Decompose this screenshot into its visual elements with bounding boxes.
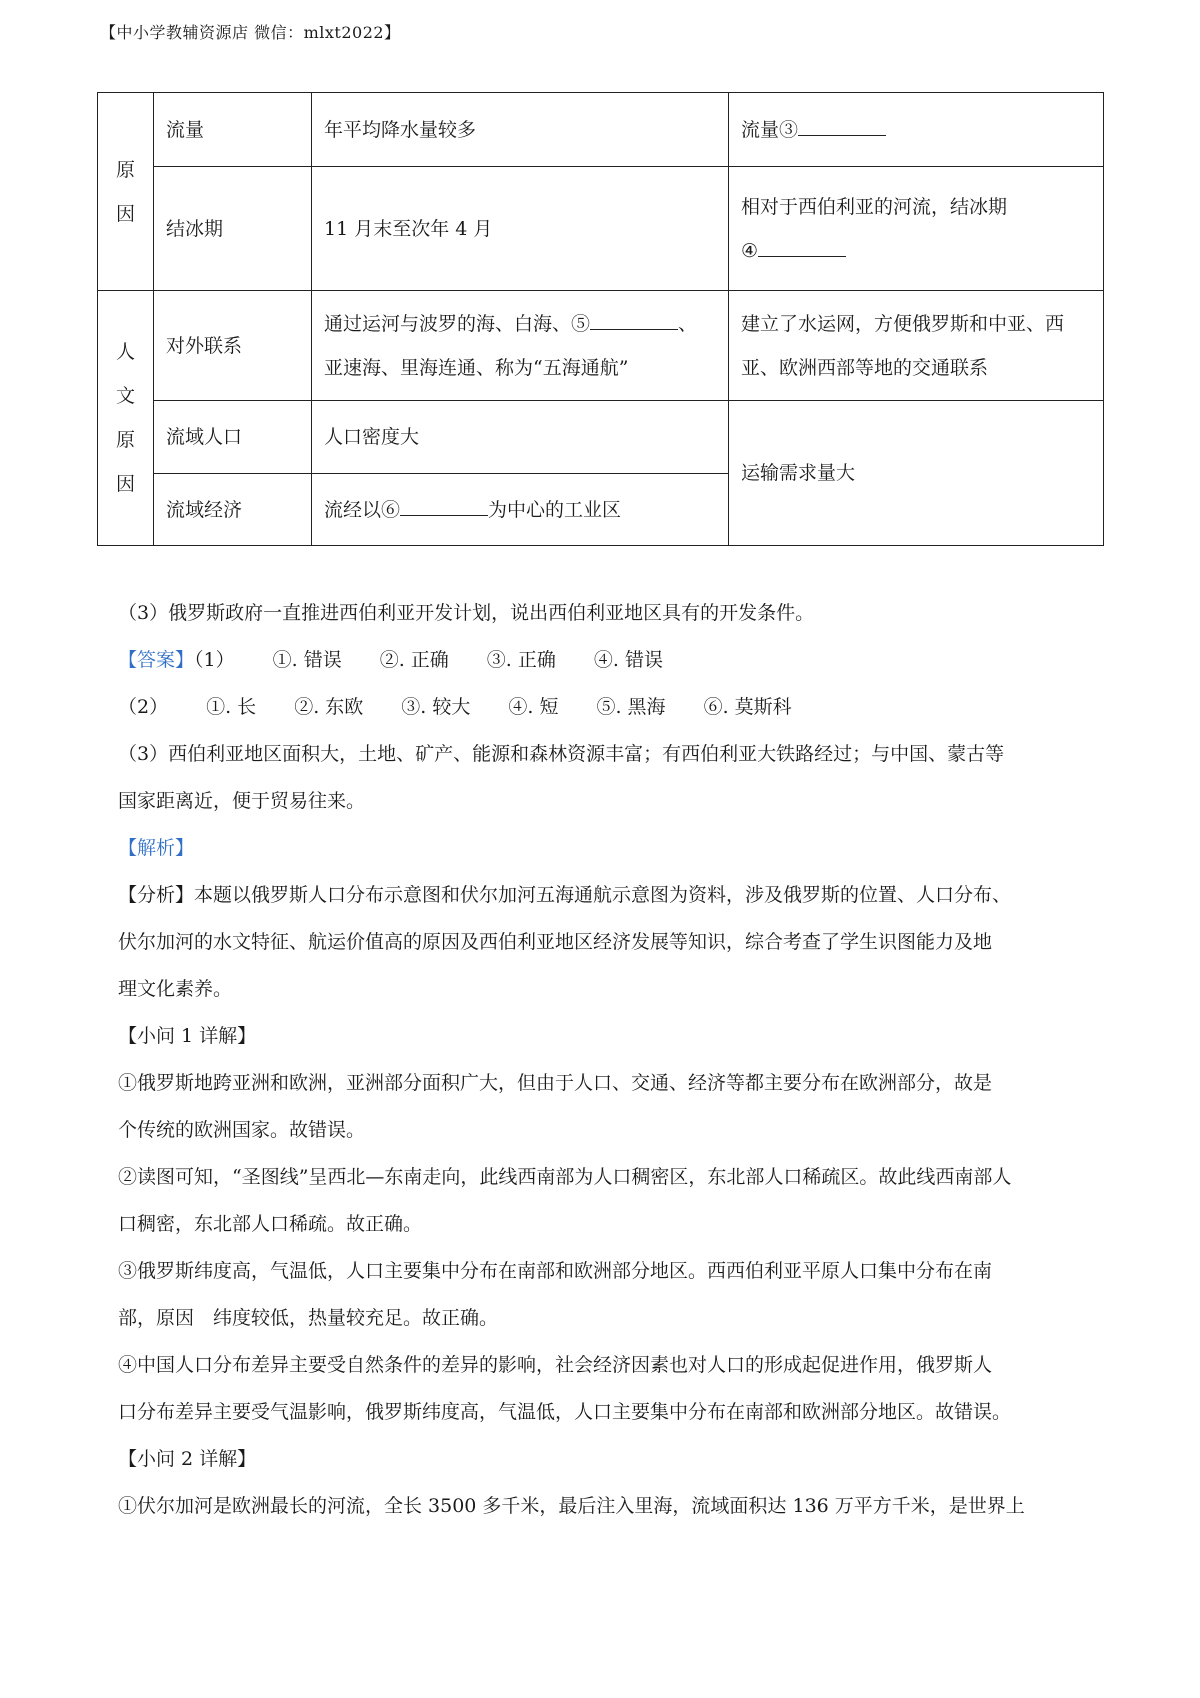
paragraph-line: ③俄罗斯纬度高，气温低，人口主要集中分布在南部和欧洲部分地区。西西伯利亚平原人口集中分布在南 xyxy=(118,1260,993,1282)
group-char: 因 xyxy=(115,473,135,495)
answer-q1-prefix: （1） xyxy=(194,649,235,671)
group-char: 文 xyxy=(115,385,135,407)
paragraph-line: ④中国人口分布差异主要受自然条件的差异的影响，社会经济因素也对人口的形成起促进作用，俄罗斯人 xyxy=(118,1354,993,1376)
cell-line xyxy=(741,229,1091,273)
paragraph-line: 部，原因 纬度较低，热量较充足。故正确。 xyxy=(118,1307,499,1329)
answer-option: ④. 短 xyxy=(508,696,559,718)
right-cell xyxy=(729,93,1104,167)
paragraph-line: ②读图可知，“圣图线”呈西北—东南走向，此线西南部为人口稠密区，东北部人口稀疏区。故此线西南部人 xyxy=(118,1166,1012,1188)
right-cell xyxy=(729,167,1104,291)
paragraph-line: 【小问 2 详解】 xyxy=(118,1448,257,1470)
cell-text: 为中心的工业区 xyxy=(488,498,622,521)
answer-line-1 xyxy=(118,637,1105,684)
paragraph-line: 伏尔加河的水文特征、航运价值高的原因及西伯利亚地区经济发展等知识，综合考查了学生识图能力及地 xyxy=(118,931,993,953)
blank-3[interactable] xyxy=(798,111,886,136)
answer-option: ②. 东欧 xyxy=(294,696,364,718)
answer-q3-line: 国家距离近，便于贸易往来。 xyxy=(118,790,366,812)
answer-q3-line: （3）西伯利亚地区面积大，土地、矿产、能源和森林资源丰富；有西伯利亚大铁路经过；与中国、蒙古等 xyxy=(118,743,1005,765)
merged-right-cell: 运输需求量大 xyxy=(729,401,1104,546)
paragraph-line: 【小问 1 详解】 xyxy=(118,1025,257,1047)
page-header: 【中小学教辅资源店 微信：mlxt2022】 xyxy=(100,23,401,42)
group-char: 原 xyxy=(115,158,135,181)
factor-cell: 流量 xyxy=(154,93,312,167)
cell-text: 相对于西伯利亚的河流，结冰期 xyxy=(741,195,1008,218)
middle-cell xyxy=(312,474,729,546)
blank-5[interactable] xyxy=(590,305,678,330)
group-char: 因 xyxy=(115,202,135,225)
middle-cell xyxy=(312,291,729,401)
question-3: （3）俄罗斯政府一直推进西伯利亚开发计划，说出西伯利亚地区具有的开发条件。 xyxy=(118,602,815,624)
cell-text: 建立了水运网，方便俄罗斯和中亚、西 xyxy=(741,312,1065,335)
answer-line-2 xyxy=(118,684,1105,731)
paragraph-line: ①伏尔加河是欧洲最长的河流，全长 3500 多千米，最后注入里海，流域面积达 136 万平方千米，是世界上 xyxy=(118,1495,1025,1517)
cell-text: 、 xyxy=(678,312,698,335)
answer-option: ④. 错误 xyxy=(593,649,663,671)
answer-option: ⑤. 黑海 xyxy=(596,696,666,718)
cell-text: 通过运河与波罗的海、白海、⑤ xyxy=(324,312,591,335)
cell-text: 年平均降水量较多 xyxy=(324,118,477,141)
cell-line xyxy=(324,302,716,346)
right-cell xyxy=(729,291,1104,401)
middle-cell xyxy=(312,93,729,167)
answer-option: ①. 错误 xyxy=(272,649,342,671)
group-char: 人 xyxy=(115,341,135,363)
blank-6[interactable] xyxy=(400,491,488,516)
factor-cell: 对外联系 xyxy=(154,291,312,401)
factor-cell: 流域人口 xyxy=(154,401,312,474)
answer-q2-prefix: （2） xyxy=(118,696,169,718)
answer-content xyxy=(118,590,1105,1530)
paragraph-line: 口分布差异主要受气温影响，俄罗斯纬度高，气温低，人口主要集中分布在南部和欧洲部分地区。故错误。 xyxy=(118,1401,1012,1423)
paragraph-line: 个传统的欧洲国家。故错误。 xyxy=(118,1119,366,1141)
volga-table xyxy=(97,92,1104,546)
cell-text: 流量③ xyxy=(741,118,799,141)
answer-option: ①. 长 xyxy=(206,696,257,718)
answer-option: ②. 正确 xyxy=(379,649,449,671)
middle-cell: 人口密度大 xyxy=(312,401,729,474)
analysis-label: 【解析】 xyxy=(118,837,195,859)
answer-option: ③. 正确 xyxy=(486,649,556,671)
paragraph-line: 理文化素养。 xyxy=(118,978,233,1000)
group-char: 原 xyxy=(115,429,135,451)
factor-cell: 结冰期 xyxy=(154,167,312,291)
blank-4[interactable] xyxy=(758,232,846,257)
cell-text: 流经以⑥ xyxy=(324,498,401,521)
group-label-human xyxy=(98,291,154,546)
paragraph-line: 口稠密，东北部人口稀疏。故正确。 xyxy=(118,1213,423,1235)
paragraph-line: 【分析】本题以俄罗斯人口分布示意图和伏尔加河五海通航示意图为资料，涉及俄罗斯的位置、人口分布、 xyxy=(118,884,1012,906)
factor-cell: 流域经济 xyxy=(154,474,312,546)
group-label-natural xyxy=(98,93,154,291)
cell-text: ④ xyxy=(741,239,759,262)
paragraph-line: ①俄罗斯地跨亚洲和欧洲，亚洲部分面积广大，但由于人口、交通、经济等都主要分布在欧洲部分，故是 xyxy=(118,1072,993,1094)
answer-option: ③. 较大 xyxy=(401,696,471,718)
answer-label: 【答案】 xyxy=(118,649,195,671)
middle-cell: 11 月末至次年 4 月 xyxy=(312,167,729,291)
cell-text: 亚速海、里海连通、称为“五海通航” xyxy=(324,356,629,379)
answer-option: ⑥. 莫斯科 xyxy=(703,696,792,718)
cell-text: 亚、欧洲西部等地的交通联系 xyxy=(741,356,989,379)
